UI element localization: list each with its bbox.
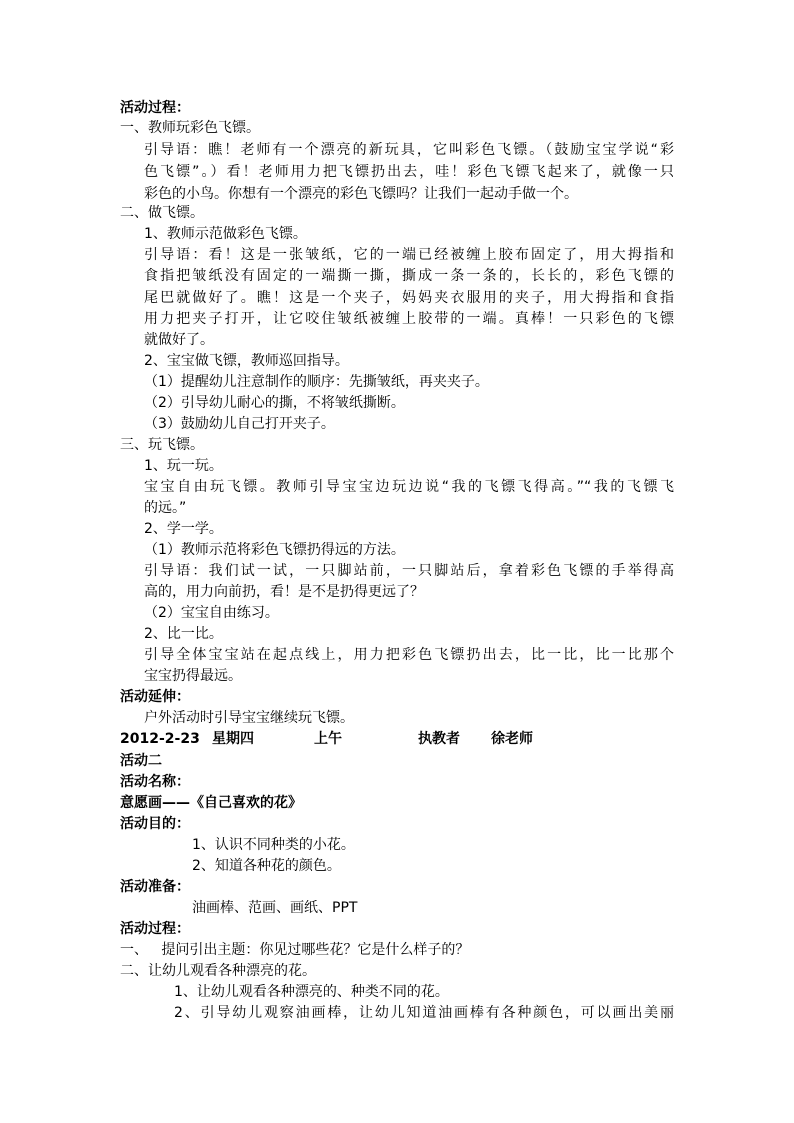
goal-item: 1、认识不同种类的小花。 <box>192 837 355 853</box>
list-item: （2）引导幼儿耐心的撕，不将皱纸撕断。 <box>144 395 405 411</box>
activity-name: 意愿画——《自己喜欢的花》 <box>120 795 302 811</box>
paragraph-line: 高的，用力向前扔，看！是不是扔得更远了？ <box>144 584 424 600</box>
paragraph-line: 食指把皱纸没有固定的一端撕一撕，撕成一条一条的，长长的，彩色飞镖的 <box>144 268 674 284</box>
activity-name-heading: 活动名称： <box>120 774 190 790</box>
extension-heading: 活动延伸： <box>120 689 190 705</box>
part3-step1: 1、玩一玩。 <box>144 458 223 474</box>
paragraph-line: 宝宝自由玩飞镖。教师引导宝宝边玩边说“我的飞镖飞得高。”“我的飞镖飞 <box>144 479 674 495</box>
paragraph-line: 彩色的小鸟。你想有一个漂亮的彩色飞镖吗？让我们一起动手做一个。 <box>144 186 578 202</box>
date: 2012-2-23 <box>120 731 200 747</box>
activity-number: 活动二 <box>120 753 162 769</box>
part3-title: 三、玩飞镖。 <box>120 437 204 453</box>
paragraph-line: 就做好了。 <box>144 332 214 348</box>
goal-heading: 活动目的： <box>120 816 190 832</box>
paragraph-line: 引导全体宝宝站在起点线上，用力把彩色飞镖扔出去，比一比，比一比那个 <box>144 647 674 663</box>
process-heading: 活动过程： <box>120 100 190 116</box>
info-row <box>120 729 680 749</box>
teacher-name: 徐老师 <box>491 731 533 747</box>
paragraph-line: 宝宝扔得最远。 <box>144 668 242 684</box>
step-two: 二、让幼儿观看各种漂亮的花。 <box>120 963 316 979</box>
part2-title: 二、做飞镖。 <box>120 205 204 221</box>
list-item: （2）宝宝自由练习。 <box>144 605 279 621</box>
part1-title: 一、教师玩彩色飞镖。 <box>120 120 260 136</box>
period: 上午 <box>314 731 342 747</box>
weekday: 星期四 <box>212 731 254 747</box>
prep-body: 油画棒、范画、画纸、PPT <box>192 900 358 916</box>
teacher-label: 执教者 <box>418 731 460 747</box>
list-item: 2、引导幼儿观察油画棒，让幼儿知道油画棒有各种颜色，可以画出美丽 <box>174 1005 674 1021</box>
part3-step3: 2、比一比。 <box>144 626 223 642</box>
paragraph-line: 用力把夹子打开，让它咬住皱纸被缠上胶带的一端。真棒！一只彩色的飞镖 <box>144 311 674 327</box>
paragraph-line: 引导语：看！这是一张皱纸，它的一端已经被缠上胶布固定了，用大拇指和 <box>144 247 674 263</box>
part2-step1: 1、教师示范做彩色飞镖。 <box>144 226 307 242</box>
list-item: （3）鼓励幼儿自己打开夹子。 <box>144 416 335 432</box>
part2-step2: 2、宝宝做飞镖，教师巡回指导。 <box>144 353 349 369</box>
list-item: 1、让幼儿观看各种漂亮的、种类不同的花。 <box>174 984 449 1000</box>
goal-item: 2、知道各种花的颜色。 <box>192 858 341 874</box>
paragraph-line: 色飞镖”。）看！老师用力把飞镖扔出去，哇！彩色飞镖飞起来了，就像一只 <box>144 164 674 180</box>
paragraph-line: 引导语：瞧！老师有一个漂亮的新玩具，它叫彩色飞镖。（鼓励宝宝学说“彩 <box>144 142 674 158</box>
step-one: 一、 提问引出主题：你见过哪些花？它是什么样子的？ <box>120 942 470 958</box>
prep-heading: 活动准备： <box>120 879 190 895</box>
paragraph-line: 尾巴就做好了。瞧！这是一个夹子，妈妈夹衣服用的夹子，用大拇指和食指 <box>144 290 674 306</box>
paragraph-line: 引导语：我们试一试，一只脚站前，一只脚站后，拿着彩色飞镖的手举得高 <box>144 563 674 579</box>
list-item: （1）教师示范将彩色飞镖扔得远的方法。 <box>144 542 405 558</box>
part3-step2: 2、学一学。 <box>144 521 223 537</box>
paragraph-line: 的远。” <box>144 500 187 516</box>
list-item: （1）提醒幼儿注意制作的顺序：先撕皱纸，再夹夹子。 <box>144 374 489 390</box>
extension-body: 户外活动时引导宝宝继续玩飞镖。 <box>144 710 354 726</box>
process-heading-2: 活动过程： <box>120 921 190 937</box>
